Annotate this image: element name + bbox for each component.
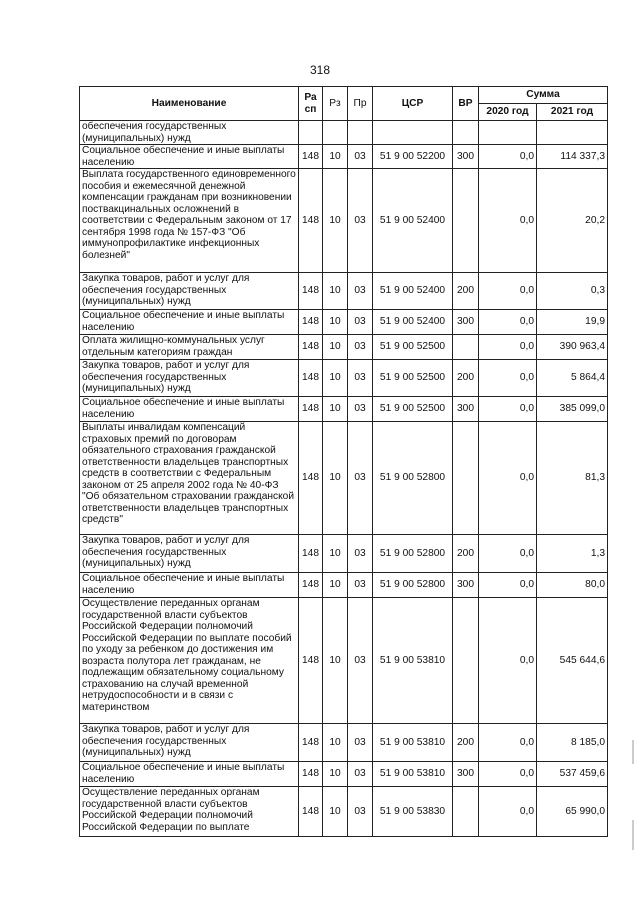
scan-edge-mark [632, 820, 634, 850]
row-podrazdel: 03 [348, 787, 373, 837]
row-name: Закупка товаров, работ и услуг для обеспечения государственных (муниципальных) нужд [80, 273, 299, 310]
header-razdel: Рз [323, 87, 348, 121]
row-csr: 51 9 00 53830 [373, 787, 453, 837]
row-name: Социальное обеспечение и иные выплаты населению [80, 573, 299, 598]
row-vr: 300 [453, 762, 479, 787]
row-name: Закупка товаров, работ и услуг для обеспечения государственных (муниципальных) нужд [80, 360, 299, 397]
row-vr: 300 [453, 397, 479, 422]
row-podrazdel: 03 [348, 573, 373, 598]
row-podrazdel: 03 [348, 724, 373, 762]
row-sum-2020: 0,0 [479, 310, 537, 335]
row-vr: 300 [453, 145, 479, 169]
row-razdel: 10 [323, 169, 348, 273]
header-year-2021: 2021 год [537, 104, 608, 121]
row-ved: 148 [299, 422, 323, 535]
row-ved: 148 [299, 335, 323, 360]
row-name: Социальное обеспечение и иные выплаты населению [80, 145, 299, 169]
table-row [80, 360, 608, 397]
row-razdel: 10 [323, 422, 348, 535]
row-razdel: 10 [323, 310, 348, 335]
row-razdel: 10 [323, 598, 348, 724]
row-razdel: 10 [323, 335, 348, 360]
row-sum-2020: 0,0 [479, 573, 537, 598]
row-ved: 148 [299, 724, 323, 762]
header-podrazdel: Пр [348, 87, 373, 121]
row-vr [453, 422, 479, 535]
row-name: Оплата жилищно-коммунальных услуг отдельным категориям граждан [80, 335, 299, 360]
header-ved-top: Ра [304, 92, 317, 103]
row-name: Социальное обеспечение и иные выплаты населению [80, 310, 299, 335]
row-sum-2021 [537, 121, 608, 145]
row-sum-2020: 0,0 [479, 787, 537, 837]
row-ved: 148 [299, 762, 323, 787]
row-sum-2021: 65 990,0 [537, 787, 608, 837]
row-vr [453, 169, 479, 273]
row-podrazdel: 03 [348, 145, 373, 169]
row-sum-2021: 114 337,3 [537, 145, 608, 169]
table-row [80, 787, 608, 837]
row-razdel: 10 [323, 535, 348, 573]
row-razdel: 10 [323, 397, 348, 422]
table-row [80, 422, 608, 535]
row-podrazdel: 03 [348, 360, 373, 397]
row-sum-2020 [479, 121, 537, 145]
row-name: Социальное обеспечение и иные выплаты населению [80, 397, 299, 422]
row-sum-2021: 0,3 [537, 273, 608, 310]
row-csr: 51 9 00 52800 [373, 422, 453, 535]
row-vr: 300 [453, 573, 479, 598]
row-csr: 51 9 00 52400 [373, 310, 453, 335]
row-csr: 51 9 00 52400 [373, 273, 453, 310]
row-sum-2020: 0,0 [479, 335, 537, 360]
row-csr: 51 9 00 52500 [373, 360, 453, 397]
row-csr: 51 9 00 52800 [373, 535, 453, 573]
row-sum-2021: 8 185,0 [537, 724, 608, 762]
header-sum: Сумма [479, 87, 608, 104]
row-vr [453, 598, 479, 724]
row-sum-2021: 81,3 [537, 422, 608, 535]
row-csr: 51 9 00 52500 [373, 397, 453, 422]
row-sum-2021: 20,2 [537, 169, 608, 273]
row-name: обеспечения государственных (муниципальных) нужд [80, 121, 299, 145]
row-name: Осуществление переданных органам государственной власти субъектов Российской Федерации полномочий Российской Федерации по выплате [80, 787, 299, 837]
row-vr: 200 [453, 360, 479, 397]
row-name: Социальное обеспечение и иные выплаты населению [80, 762, 299, 787]
header-ved [299, 87, 323, 121]
row-sum-2021: 390 963,4 [537, 335, 608, 360]
row-name: Осуществление переданных органам государственной власти субъектов Российской Федерации полномочий Российской Федерации по выплате пособий по уходу за ребенком до достижения им возраста полутора лет гражданам, не подлежащим обязательному социальному страхованию на случай временной нетрудоспособности и в связи с материнством [80, 598, 299, 724]
row-razdel: 10 [323, 273, 348, 310]
row-razdel: 10 [323, 762, 348, 787]
row-vr: 200 [453, 724, 479, 762]
row-ved: 148 [299, 535, 323, 573]
row-name: Выплата государственного единовременного пособия и ежемесячной денежной компенсации гражданам при возникновении поствакцинальных осложнений в соответствии с Федеральным законом от 17 сентября 1998 года № 157-ФЗ "Об иммунопрофилактике инфекционных болезней" [80, 169, 299, 273]
row-vr [453, 121, 479, 145]
row-sum-2020: 0,0 [479, 724, 537, 762]
row-ved: 148 [299, 360, 323, 397]
row-sum-2020: 0,0 [479, 598, 537, 724]
table-body [80, 121, 608, 837]
table-row [80, 310, 608, 335]
row-sum-2020: 0,0 [479, 169, 537, 273]
table-row [80, 169, 608, 273]
table-row [80, 724, 608, 762]
row-csr: 51 9 00 53810 [373, 724, 453, 762]
table-row [80, 598, 608, 724]
row-name: Выплаты инвалидам компенсаций страховых премий по договорам обязательного страхования гражданской ответственности владельцев транспортных средств в соответствии с Федеральным законом от 25 апреля 2002 года № 40-ФЗ "Об обязательном страховании гражданской ответственности владельцев транспортных средств" [80, 422, 299, 535]
row-podrazdel: 03 [348, 535, 373, 573]
header-vr: ВР [453, 87, 479, 121]
row-vr: 200 [453, 535, 479, 573]
row-ved: 148 [299, 145, 323, 169]
row-sum-2021: 545 644,6 [537, 598, 608, 724]
row-ved: 148 [299, 598, 323, 724]
row-sum-2021: 5 864,4 [537, 360, 608, 397]
table-row [80, 273, 608, 310]
row-name: Закупка товаров, работ и услуг для обеспечения государственных (муниципальных) нужд [80, 535, 299, 573]
row-csr: 51 9 00 52500 [373, 335, 453, 360]
row-podrazdel: 03 [348, 598, 373, 724]
row-vr [453, 787, 479, 837]
header-csr: ЦСР [373, 87, 453, 121]
row-ved: 148 [299, 397, 323, 422]
row-sum-2020: 0,0 [479, 422, 537, 535]
header-year-2020: 2020 год [479, 104, 537, 121]
table-row [80, 535, 608, 573]
row-sum-2020: 0,0 [479, 145, 537, 169]
table-row [80, 121, 608, 145]
row-podrazdel: 03 [348, 397, 373, 422]
table-row [80, 335, 608, 360]
row-podrazdel: 03 [348, 335, 373, 360]
row-vr: 300 [453, 310, 479, 335]
row-ved: 148 [299, 273, 323, 310]
row-podrazdel: 03 [348, 762, 373, 787]
header-name: Наименование [80, 87, 299, 121]
row-razdel: 10 [323, 787, 348, 837]
row-sum-2020: 0,0 [479, 535, 537, 573]
row-podrazdel: 03 [348, 422, 373, 535]
table-row [80, 573, 608, 598]
row-csr: 51 9 00 52200 [373, 145, 453, 169]
row-sum-2020: 0,0 [479, 360, 537, 397]
scan-edge-mark [632, 740, 634, 764]
row-ved: 148 [299, 787, 323, 837]
row-csr [373, 121, 453, 145]
header-ved-bottom: сп [304, 103, 317, 115]
budget-table [79, 86, 608, 837]
row-sum-2021: 80,0 [537, 573, 608, 598]
row-ved: 148 [299, 310, 323, 335]
row-ved [299, 121, 323, 145]
row-ved: 148 [299, 169, 323, 273]
row-sum-2021: 1,3 [537, 535, 608, 573]
row-razdel: 10 [323, 724, 348, 762]
row-csr: 51 9 00 52400 [373, 169, 453, 273]
row-csr: 51 9 00 52800 [373, 573, 453, 598]
row-podrazdel: 03 [348, 273, 373, 310]
row-razdel [323, 121, 348, 145]
row-name: Закупка товаров, работ и услуг для обеспечения государственных (муниципальных) нужд [80, 724, 299, 762]
row-razdel: 10 [323, 145, 348, 169]
row-sum-2020: 0,0 [479, 397, 537, 422]
row-ved: 148 [299, 573, 323, 598]
table-row [80, 397, 608, 422]
table-row [80, 145, 608, 169]
row-razdel: 10 [323, 573, 348, 598]
row-razdel: 10 [323, 360, 348, 397]
row-sum-2020: 0,0 [479, 762, 537, 787]
row-podrazdel: 03 [348, 310, 373, 335]
page-number: 318 [309, 63, 331, 77]
row-csr: 51 9 00 53810 [373, 598, 453, 724]
table-row [80, 762, 608, 787]
row-sum-2021: 537 459,6 [537, 762, 608, 787]
row-sum-2021: 385 099,0 [537, 397, 608, 422]
row-podrazdel [348, 121, 373, 145]
row-vr [453, 335, 479, 360]
row-podrazdel: 03 [348, 169, 373, 273]
row-sum-2021: 19,9 [537, 310, 608, 335]
row-sum-2020: 0,0 [479, 273, 537, 310]
row-vr: 200 [453, 273, 479, 310]
row-csr: 51 9 00 53810 [373, 762, 453, 787]
